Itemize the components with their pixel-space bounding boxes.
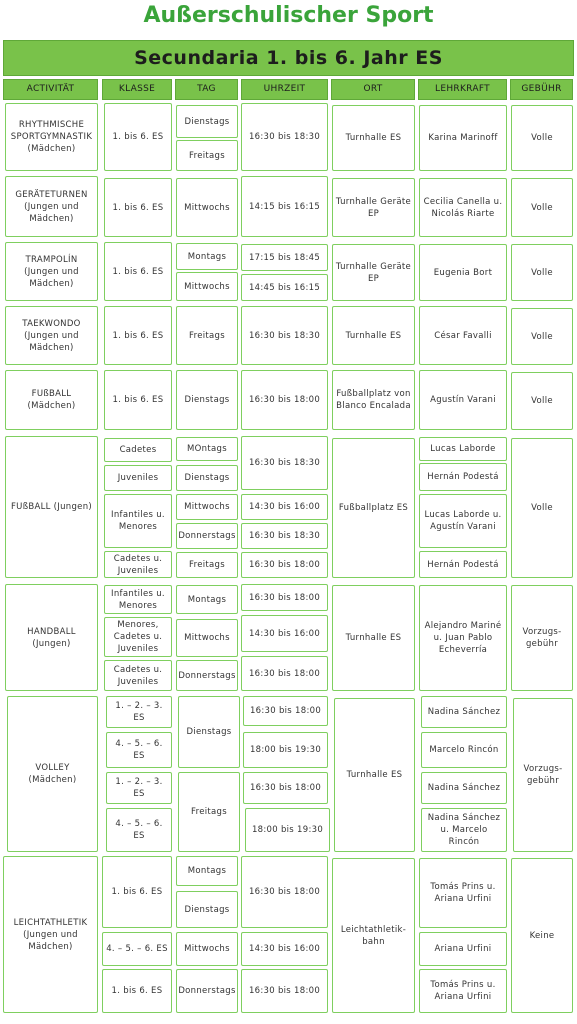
teacher-cell: Lucas Laborde [419,437,507,461]
day-cell: Mittwochs [176,178,238,237]
header-fee: GEBÜHR [510,79,573,100]
class-cell: Infantiles u. Menores [104,585,172,614]
place-cell: Turnhalle ES [334,698,415,852]
time-cell: 16:30 bis 18:00 [243,696,328,726]
day-cell: Mittwochs [176,619,238,657]
time-cell: 16:30 bis 18:00 [243,772,328,804]
teacher-cell: Marcelo Rincón [421,732,507,768]
class-cell: 1. bis 6. ES [104,178,172,237]
day-cell: Montags [176,856,238,886]
time-cell: 14:30 bis 16:00 [241,932,328,966]
day-cell: Dienstags [176,891,238,928]
header-teacher: LEHRKRAFT [418,79,507,100]
time-cell: 16:30 bis 18:30 [241,306,328,365]
class-cell: Cadetes u. Juveniles [104,660,172,691]
time-cell: 16:30 bis 18:30 [241,523,328,549]
page-title: Außerschulischer Sport [143,3,434,28]
time-cell: 16:30 bis 18:00 [241,584,328,611]
class-cell: 1. bis 6. ES [102,856,172,928]
section-banner: Secundaria 1. bis 6. Jahr ES [3,40,574,76]
class-cell: Cadetes u. Juveniles [104,551,172,578]
day-cell: MOntags [176,437,238,461]
class-cell: Cadetes [104,438,172,462]
day-cell: Dienstags [176,105,238,138]
place-cell: Fußballplatz von Blanco Encalada [332,370,415,430]
teacher-cell: Nadina Sánchez u. Marcelo Rincón [421,808,507,852]
fee-cell: Volle [511,372,573,430]
class-cell: 1. – 2. – 3. ES [106,772,172,804]
class-cell: 1. bis 6. ES [104,306,172,365]
day-cell: Montags [176,243,238,270]
fee-cell: Volle [511,438,573,578]
time-cell: 14:45 bis 16:15 [241,274,328,301]
fee-cell: Volle [511,105,573,171]
fee-cell: Volle [511,308,573,365]
day-cell: Dienstags [176,465,238,491]
teacher-cell: Hernán Podestá [419,463,507,491]
class-cell: 4. – 5. – 6. ES [106,808,172,852]
fee-cell: Vorzugs-gebühr [513,698,573,852]
place-cell: Turnhalle ES [332,585,415,691]
activity-cell: TRAMPOLÍN (Jungen und Mädchen) [5,242,98,301]
day-cell: Freitags [176,552,238,578]
activity-cell: LEICHTATHLETIK (Jungen und Mädchen) [3,856,98,1013]
day-cell: Mittwochs [176,932,238,966]
place-cell: Turnhalle ES [332,105,415,171]
place-cell: Turnhalle Geräte EP [332,244,415,301]
fee-cell: Vorzugs-gebühr [511,585,573,691]
class-cell: Juveniles [104,465,172,491]
time-cell: 16:30 bis 18:00 [241,969,328,1013]
class-cell: Infantiles u. Menores [104,494,172,548]
teacher-cell: Ariana Urfini [419,932,507,966]
header-day: TAG [175,79,238,100]
time-cell: 16:30 bis 18:00 [241,856,328,928]
day-cell: Donnerstags [176,969,238,1013]
day-cell: Mittwochs [176,272,238,301]
time-cell: 14:15 bis 16:15 [241,176,328,237]
time-cell: 18:00 bis 19:30 [245,808,330,852]
activity-cell: VOLLEY (Mädchen) [7,696,98,852]
time-cell: 14:30 bis 16:00 [241,615,328,652]
day-cell: Freitags [176,306,238,365]
day-cell: Dienstags [178,696,240,768]
class-cell: 1. – 2. – 3. ES [106,696,172,728]
time-cell: 18:00 bis 19:30 [243,732,328,768]
activity-cell: GERÄTETURNEN (Jungen und Mädchen) [5,176,98,237]
teacher-cell: Agustín Varani [419,370,507,430]
place-cell: Turnhalle Geräte EP [332,178,415,237]
day-cell: Dienstags [176,370,238,430]
teacher-cell: Karina Marinoff [419,105,507,171]
activity-cell: FUßBALL (Jungen) [5,436,98,578]
time-cell: 17:15 bis 18:45 [241,244,328,271]
fee-cell: Volle [511,178,573,237]
day-cell: Freitags [176,140,238,171]
time-cell: 16:30 bis 18:30 [241,436,328,490]
header-activity: ACTIVITÄT [3,79,98,100]
teacher-cell: Nadina Sánchez [421,772,507,804]
place-cell: Turnhalle ES [332,306,415,365]
activity-cell: HANDBALL (Jungen) [5,584,98,691]
teacher-cell: Cecilia Canella u. Nicolás Riarte [419,178,507,237]
teacher-cell: Alejandro Mariné u. Juan Pablo Echeverría [419,585,507,691]
teacher-cell: César Favalli [419,306,507,365]
activity-cell: RHYTHMISCHE SPORTGYMNASTIK (Mädchen) [5,103,98,171]
day-cell: Montags [176,585,238,614]
time-cell: 16:30 bis 18:30 [241,103,328,171]
fee-cell: Keine [511,858,573,1013]
class-cell: 1. bis 6. ES [102,969,172,1013]
teacher-cell: Lucas Laborde u. Agustín Varani [419,494,507,548]
class-cell: 1. bis 6. ES [104,103,172,171]
class-cell: 1. bis 6. ES [104,370,172,430]
header-class: KLASSE [102,79,172,100]
time-cell: 16:30 bis 18:00 [241,370,328,430]
day-cell: Mittwochs [176,494,238,520]
day-cell: Donnerstags [176,523,238,549]
teacher-cell: Eugenia Bort [419,244,507,301]
fee-cell: Volle [511,244,573,301]
teacher-cell: Tomás Prins u. Ariana Urfini [419,858,507,928]
place-cell: Fußballplatz ES [332,438,415,578]
class-cell: 4. – 5. – 6. ES [106,732,172,768]
day-cell: Donnerstags [176,660,238,691]
header-place: ORT [331,79,415,100]
class-cell: 1. bis 6. ES [104,242,172,301]
day-cell: Freitags [178,772,240,852]
teacher-cell: Tomás Prins u. Ariana Urfini [419,969,507,1013]
teacher-cell: Nadina Sánchez [421,696,507,728]
activity-cell: TAEKWONDO (Jungen und Mädchen) [5,306,98,365]
place-cell: Leichtathletik-bahn [332,858,415,1013]
class-cell: Menores, Cadetes u. Juveniles [104,617,172,657]
time-cell: 16:30 bis 18:00 [241,656,328,691]
header-time: UHRZEIT [241,79,328,100]
time-cell: 16:30 bis 18:00 [241,552,328,578]
teacher-cell: Hernán Podestá [419,551,507,578]
class-cell: 4. – 5. – 6. ES [102,932,172,966]
time-cell: 14:30 bis 16:00 [241,494,328,520]
activity-cell: FUßBALL (Mädchen) [5,370,98,430]
